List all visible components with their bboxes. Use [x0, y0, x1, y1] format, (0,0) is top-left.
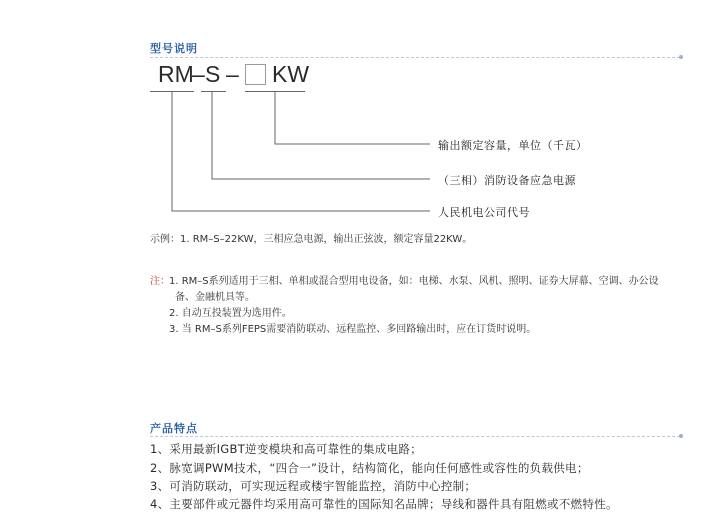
model-code-dash-1: –: [192, 61, 205, 87]
note-line-1-cont: 备、金融机具等。: [175, 292, 255, 303]
note-line-1: 1. RM–S系列适用于三相、单相或混合型用电设备，如：电梯、水泵、风机、照明、证券大屏幕、空调、办公设: [169, 276, 659, 287]
leader-line-series: [212, 92, 430, 179]
feature-item-2: 2、脉宽调PWM技术，“四合一”设计，结构简化，能向任何感性或容性的负载供电；: [150, 461, 589, 475]
note-line-3: 3. 当 RM–S系列FEPS需要消防联动、远程监控、多回路输出时，应在订货时说明。: [169, 324, 537, 335]
model-code-series: S: [205, 61, 221, 87]
leader-line-company: [172, 92, 430, 211]
model-code-dash-2: –: [226, 61, 239, 87]
callout-series: （三相）消防设备应急电源: [438, 174, 576, 187]
features-section-rule: [150, 436, 680, 437]
leader-line-capacity: [275, 92, 430, 144]
feature-item-3: 3、可消防联动，可实现远程或楼宇智能监控，消防中心控制；: [150, 479, 477, 493]
note-line-2: 2. 自动互投装置为选用件。: [169, 308, 292, 319]
model-example: 示例：1. RM–S–22KW，三相应急电源，输出正弦波，额定容量22KW。: [150, 234, 473, 245]
callout-company: 人民机电公司代号: [438, 206, 530, 219]
callout-capacity: 输出额定容量，单位（千瓦）: [438, 139, 588, 152]
feature-item-4: 4、主要部件或元器件均采用高可靠性的国际知名品牌；导线和器件具有阻燃或不燃特性。: [150, 497, 618, 511]
features-section-title: 产品特点: [150, 422, 198, 435]
model-code-prefix: RM: [158, 61, 194, 87]
model-section-title: 型号说明: [150, 42, 198, 55]
model-code-unit: KW: [272, 61, 310, 87]
features-section-rule-end: [679, 434, 683, 438]
notes-mark: 注：: [150, 276, 170, 287]
feature-item-1: 1、采用最新IGBT逆变模块和高可靠性的集成电路；: [150, 442, 423, 456]
